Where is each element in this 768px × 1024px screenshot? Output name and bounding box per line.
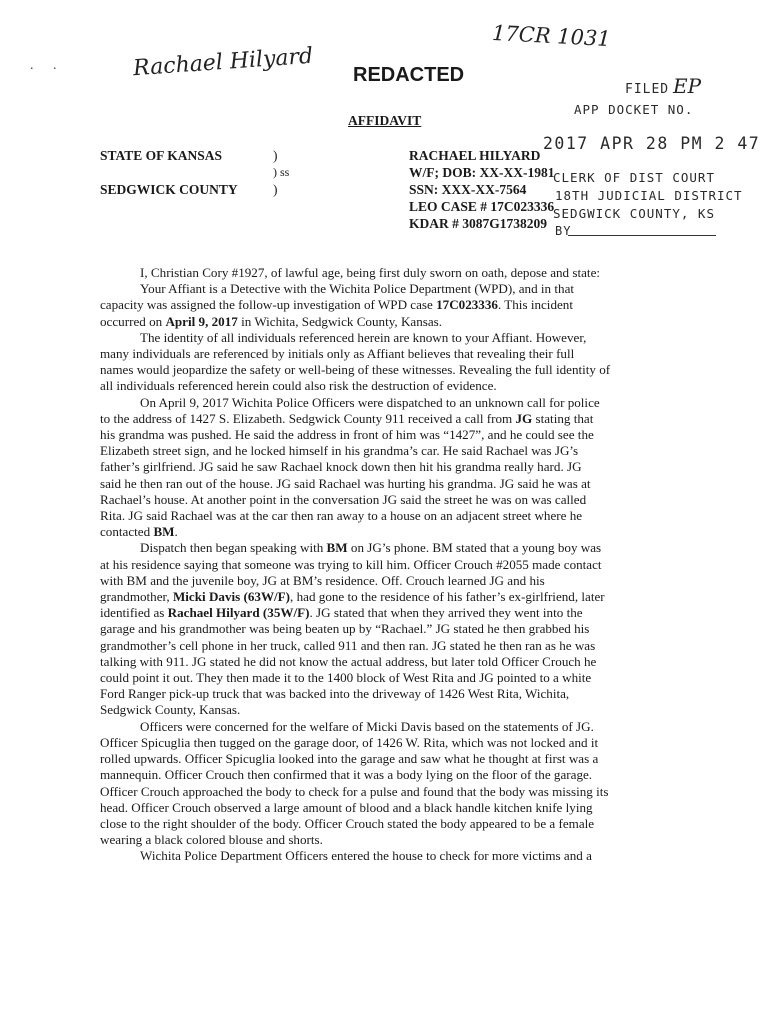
initials-emphasis: JG xyxy=(515,410,533,426)
paragraph-contact xyxy=(100,540,648,718)
stamp-county: SEDGWICK COUNTY, KS xyxy=(553,206,715,221)
text-line: . xyxy=(174,524,178,540)
text-line: . This incident xyxy=(497,297,573,313)
text-line: Elizabeth street sign, and he locked himself in his grandma’s car. He said Rachael was JG’s xyxy=(100,443,579,459)
caption-paren-1: ) xyxy=(273,148,278,163)
text-line: father’s girlfriend. JG said he saw Rachael knock down then hit his grandma really hard. JG xyxy=(100,459,582,475)
caption-paren-3: ) xyxy=(273,182,278,197)
text-line: Ford Ranger pick-up truck that was backed into the driveway of 1426 West Rita, Wichita, xyxy=(100,686,570,702)
text-line: . JG stated that when they arrived they went into the xyxy=(309,605,583,621)
caption-county: SEDGWICK COUNTY xyxy=(100,182,238,197)
text-line: Your Affiant is a Detective with the Wichita Police Department (WPD), and in that xyxy=(140,281,575,297)
initials-emphasis: BM xyxy=(326,540,348,556)
handwritten-initials: EP xyxy=(673,74,702,98)
text-line: rolled upwards. Officer Spicuglia looked into the garage and saw what he thought at first was a xyxy=(100,751,599,767)
text-line: in Wichita, Sedgwick County, Kansas. xyxy=(237,313,443,329)
stamp-district: 18TH JUDICIAL DISTRICT xyxy=(555,188,743,203)
stamp-date: 2017 APR 28 PM 2 47 xyxy=(543,134,761,153)
text-line: capacity was assigned the follow-up investigation of WPD case xyxy=(100,297,437,313)
text-line: identified as xyxy=(100,605,168,621)
suspect-name-emphasis: Rachael Hilyard (35W/F) xyxy=(167,605,310,621)
text-line: on JG’s phone. BM stated that a young boy was xyxy=(347,540,602,556)
paragraph-oath: I, Christian Cory #1927, of lawful age, being first duly sworn on oath, depose and state: xyxy=(140,265,601,280)
text-line: names would jeopardize the safety or well-being of these witnesses. Revealing the full identity of xyxy=(100,362,611,378)
handwritten-case-number: 17CR 1031 xyxy=(491,20,612,52)
text-line: garage and his grandmother was being beaten up by “Rachael.” JG stated he then grabbed his xyxy=(100,621,590,637)
kdar-number: KDAR # 3087G1738209 xyxy=(409,216,547,231)
redacted-heading: REDACTED xyxy=(353,64,465,86)
defendant-ssn: SSN: XXX-XX-7564 xyxy=(409,182,527,197)
handwritten-name: Rachael Hilyard xyxy=(132,43,314,82)
defendant-dob: W/F; DOB: XX-XX-1981 xyxy=(409,165,555,180)
paragraph-house-search: Wichita Police Department Officers entered the house to check for more victims and a xyxy=(140,848,592,864)
text-line: grandmother, xyxy=(100,589,173,605)
text-line: mannequin. Officer Crouch then confirmed that it was a body lying on the floor of the garage. xyxy=(100,767,593,783)
stamp-clerk: CLERK OF DIST COURT xyxy=(553,170,715,185)
leo-case-number: LEO CASE # 17C023336 xyxy=(409,199,555,214)
defendant-name: RACHAEL HILYARD xyxy=(409,148,541,163)
text-line: contacted xyxy=(100,524,154,540)
text-line: stating that xyxy=(532,410,594,426)
text-line: could point it out. They then made it to the 1400 block of West Rita and JG pointed to a white xyxy=(100,670,592,686)
text-line: Officer Spicuglia then tugged on the garage door, of 1426 W. Rita, which was not locked and it xyxy=(100,734,599,750)
paragraph-affiant xyxy=(100,281,648,330)
text-line: head. Officer Crouch observed a large amount of blood and a black handle kitchen knife lying xyxy=(100,799,593,815)
victim-name-emphasis: Micki Davis (63W/F) xyxy=(172,589,291,605)
text-line: Officer Crouch approached the body to check for a pulse and found that the body was missing its xyxy=(100,783,609,799)
text-line: close to the right shoulder of the body. Officer Crouch stated the body appeared to be a female xyxy=(100,815,595,831)
text-line: with BM and the juvenile boy, JG at BM’s residence. Off. Crouch learned JG and his xyxy=(100,572,545,588)
text-line: Rachael’s house. At another point in the conversation JG said the street he was on was called xyxy=(100,491,587,507)
document-title: AFFIDAVIT xyxy=(348,113,422,128)
case-number-emphasis: 17C023336 xyxy=(436,297,498,313)
text-line: to the address of 1427 S. Elizabeth. Sedgwick County 911 received a call from xyxy=(100,410,516,426)
text-line: at his residence saying that someone was trying to kill him. Officer Crouch #2055 made contact xyxy=(100,556,602,572)
caption-state: STATE OF KANSAS xyxy=(100,148,223,163)
text-line: Officers were concerned for the welfare of Micki Davis based on the statements of JG. xyxy=(140,718,594,734)
text-line: his grandma was pushed. He said the address in front of him was “1427”, and he could see the xyxy=(100,427,594,443)
text-line: The identity of all individuals referenced herein are known to your Affiant. However, xyxy=(140,329,587,345)
stamp-by: BY xyxy=(555,224,572,238)
text-line: talking with 911. JG stated he did not know the actual address, but later told Officer Crouch he xyxy=(100,653,597,669)
stamp-filed: FILED xyxy=(625,82,670,97)
text-line: many individuals are referenced by initials only as Affiant believes that revealing their full xyxy=(100,346,575,362)
paragraph-garage xyxy=(100,719,648,849)
text-line: Sedgwick County, Kansas. xyxy=(100,702,241,718)
initials-emphasis: BM xyxy=(153,524,175,540)
paragraph-dispatch xyxy=(100,395,648,541)
text-line: , had gone to the residence of his father’s ex-girlfriend, later xyxy=(290,589,605,605)
stamp-app-docket: APP DOCKET NO. xyxy=(574,102,694,117)
text-line: said he then ran out of the house. JG said Rachael was hurting his grandma. JG said he was at xyxy=(100,475,591,491)
paragraph-identity xyxy=(100,330,648,395)
text-line: wearing a black colored blouse and shorts. xyxy=(100,832,323,848)
stray-marks: . . xyxy=(30,58,65,73)
text-line: occurred on xyxy=(100,313,166,329)
text-line: grandmother’s cell phone in her truck, called 911 and then ran. JG stated he then ran as he was xyxy=(100,637,596,653)
date-emphasis: April 9, 2017 xyxy=(165,313,238,329)
caption-ss: ) ss xyxy=(273,165,290,179)
text-line: all individuals referenced herein could also risk the destruction of evidence. xyxy=(100,378,497,394)
text-line: On April 9, 2017 Wichita Police Officers were dispatched to an unknown call for police xyxy=(140,394,600,410)
text-line: Rita. JG said Rachael was at the car then ran away to a house on an adjacent street where he xyxy=(100,508,583,524)
affidavit-body xyxy=(100,265,648,865)
text-line: Dispatch then began speaking with xyxy=(140,540,327,556)
stamp-signature-line xyxy=(568,235,716,236)
